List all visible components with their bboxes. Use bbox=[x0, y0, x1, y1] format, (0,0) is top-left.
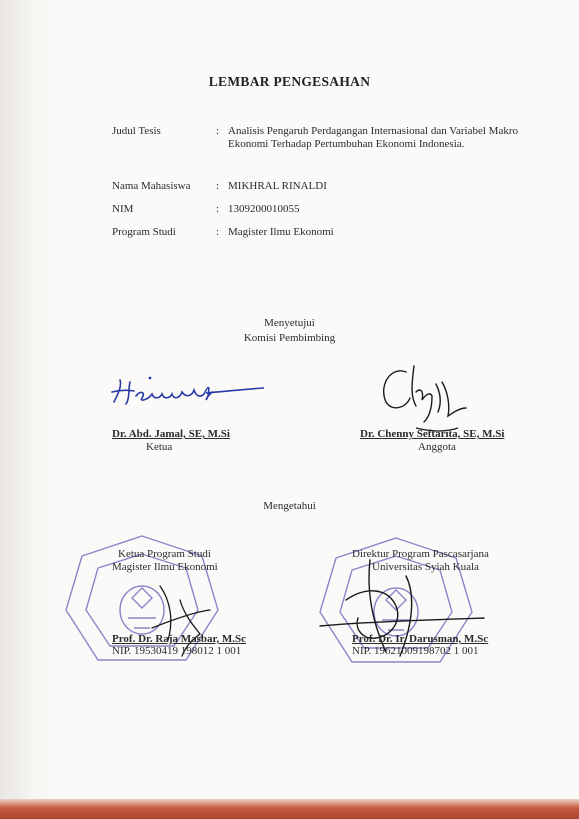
acknowledgement-heading: Mengetahui bbox=[263, 500, 316, 512]
field-colon: : bbox=[216, 226, 220, 238]
field-label: Program Studi bbox=[112, 226, 176, 238]
field-label: Nama Mahasiswa bbox=[112, 180, 191, 192]
right-title-line1: Direktur Program Pascasarjana bbox=[352, 548, 489, 560]
field-colon: : bbox=[216, 180, 220, 192]
member-role: Anggota bbox=[418, 441, 456, 453]
right-nip: NIP. 19621009198702 1 001 bbox=[352, 645, 479, 657]
chair-signature bbox=[108, 372, 268, 412]
approval-subheading: Komisi Pembimbing bbox=[243, 332, 336, 344]
page-edge-shadow bbox=[0, 0, 60, 819]
field-value: Magister Ilmu Ekonomi bbox=[228, 226, 334, 238]
member-name: Dr. Chenny Seftarita, SE, M.Si bbox=[360, 428, 505, 440]
right-name: Prof. Dr. Ir. Darusman, M.Sc bbox=[352, 633, 489, 645]
field-value: 1309200010055 bbox=[228, 203, 300, 215]
left-title-line1: Ketua Program Studi bbox=[118, 548, 211, 560]
left-nip: NIP. 19530419 198012 1 001 bbox=[112, 645, 242, 657]
field-value: MIKHRAL RINALDI bbox=[228, 180, 327, 192]
approval-heading: Menyetujui bbox=[264, 317, 315, 329]
field-value: Analisis Pengaruh Perdagangan Internasional dan Variabel Makro Ekonomi Terhadap Pertumbuhan Ekonomi Indonesia. bbox=[228, 125, 518, 150]
chair-role: Ketua bbox=[146, 441, 173, 453]
left-title-line2: Magister Ilmu Ekonomi bbox=[112, 561, 218, 573]
field-colon: : bbox=[216, 203, 220, 215]
bottom-border-band bbox=[0, 799, 579, 819]
member-signature bbox=[376, 362, 486, 434]
left-name: Prof. Dr. Raja Masbar, M.Sc bbox=[112, 633, 247, 645]
page-title: LEMBAR PENGESAHAN bbox=[208, 74, 371, 89]
right-title-line2: Universitas Syiah Kuala bbox=[372, 561, 479, 573]
field-colon: : bbox=[216, 125, 220, 137]
chair-name: Dr. Abd. Jamal, SE, M.Si bbox=[112, 428, 230, 440]
field-label: Judul Tesis bbox=[112, 125, 161, 137]
field-label: NIM bbox=[112, 203, 134, 215]
